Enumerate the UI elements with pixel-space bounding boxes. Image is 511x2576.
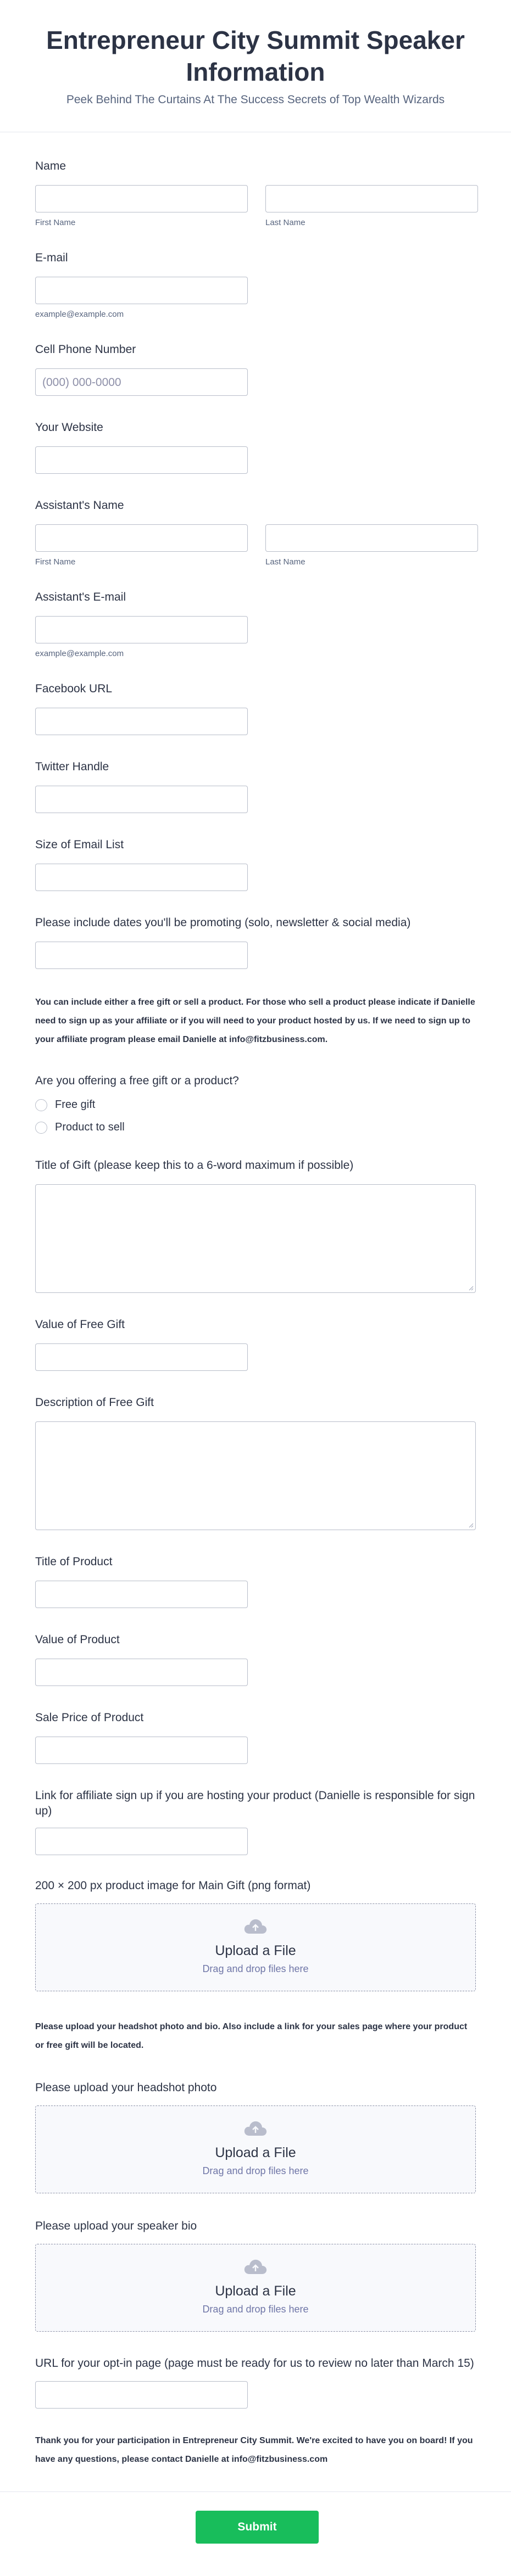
offer-note: You can include either a free gift or sell a product. For those who sell a product please indicate if Danielle need to sign up as your affiliate or if you will need to your product hosted by us. If we need to sign up to your affiliate program please email Danielle at info@fitzbusiness.com. (35, 998, 475, 1044)
email-input[interactable] (35, 277, 248, 304)
radio-product-to-sell[interactable] (35, 1121, 476, 1134)
offer-label: Are you offering a free gift or a product? (35, 1074, 239, 1087)
facebook-label: Facebook URL (35, 682, 113, 695)
radio-circle[interactable] (35, 1099, 47, 1111)
dates-question (35, 915, 476, 969)
gift-value-label: Value of Free Gift (35, 1318, 125, 1331)
thanks-note: Thank you for your participation in Entrepreneur City Summit. We're excited to have you on board! If you have any questions, please contact Danielle at info@fitzbusiness.com (35, 2436, 473, 2464)
optin-url-input[interactable] (35, 2381, 248, 2409)
bio-label: Please upload your speaker bio (35, 2220, 197, 2232)
assistant-first-name-input[interactable] (35, 524, 248, 552)
assistant-email-label: Assistant's E-mail (35, 591, 126, 603)
product-image-question (35, 1878, 476, 1991)
upload-title: Upload a File (215, 2145, 296, 2160)
form-body (0, 159, 511, 2469)
assistant-last-name-sublabel: Last Name (265, 557, 306, 567)
headshot-label: Please upload your headshot photo (35, 2081, 217, 2094)
gift-title-label: Title of Gift (please keep this to a 6-word maximum if possible) (35, 1159, 354, 1172)
website-label: Your Website (35, 421, 103, 434)
affiliate-link-question (35, 1788, 476, 1855)
bio-question (35, 2219, 476, 2332)
last-name-input[interactable] (265, 185, 478, 212)
email-question (35, 250, 476, 319)
product-sale-question (35, 1710, 476, 1764)
upload-title: Upload a File (215, 1943, 296, 1958)
dates-label: Please include dates you'll be promoting (solo, newsletter & social media) (35, 916, 411, 929)
headshot-note: Please upload your headshot photo and bio. Also include a link for your sales page where your product or free gift will be located. (35, 2022, 468, 2050)
product-title-question (35, 1554, 476, 1608)
product-value-label: Value of Product (35, 1633, 120, 1646)
name-question (35, 159, 476, 227)
gift-title-question (35, 1158, 476, 1293)
assistant-last-name-input[interactable] (265, 524, 478, 552)
resize-handle-icon[interactable] (468, 1285, 474, 1291)
gift-value-question (35, 1317, 476, 1371)
affiliate-link-input[interactable] (35, 1828, 248, 1855)
twitter-question (35, 759, 476, 813)
submit-button[interactable]: Submit (196, 2511, 319, 2544)
optin-url-label: URL for your opt-in page (page must be ready for us to review no later than March 15) (35, 2357, 474, 2370)
assistant-email-question (35, 590, 476, 658)
resize-handle-icon[interactable] (468, 1522, 474, 1528)
first-name-sublabel: First Name (35, 218, 76, 227)
email-list-question (35, 837, 476, 891)
email-sublabel: example@example.com (35, 310, 124, 319)
product-title-label: Title of Product (35, 1555, 113, 1568)
affiliate-link-label: Link for affiliate sign up if you are hosting your product (Danielle is responsible for sign up) (35, 1789, 475, 1817)
product-image-label: 200 × 200 px product image for Main Gift (png format) (35, 1879, 311, 1892)
name-label: Name (35, 160, 66, 172)
product-value-input[interactable] (35, 1659, 248, 1686)
email-list-input[interactable] (35, 864, 248, 891)
gift-description-label: Description of Free Gift (35, 1396, 154, 1409)
phone-question (35, 342, 476, 396)
email-label: E-mail (35, 251, 68, 264)
form-subtitle: Peek Behind The Curtains At The Success Secrets of Top Wealth Wizards (66, 93, 445, 106)
form-footer (0, 2491, 511, 2576)
website-question (35, 420, 476, 474)
bio-upload-area[interactable] (35, 2244, 476, 2332)
assistant-first-name-sublabel: First Name (35, 557, 76, 567)
upload-subtitle: Drag and drop files here (202, 2304, 309, 2315)
cloud-upload-icon (243, 2120, 268, 2137)
upload-subtitle: Drag and drop files here (202, 1963, 309, 1974)
phone-label: Cell Phone Number (35, 343, 136, 356)
gift-value-input[interactable] (35, 1343, 248, 1371)
twitter-input[interactable] (35, 786, 248, 813)
headshot-question (35, 2080, 476, 2193)
assistant-name-question (35, 498, 476, 567)
radio-circle[interactable] (35, 1122, 47, 1134)
product-sale-label: Sale Price of Product (35, 1711, 144, 1724)
last-name-sublabel: Last Name (265, 218, 306, 227)
product-sale-input[interactable] (35, 1737, 248, 1764)
radio-label-free-gift: Free gift (55, 1099, 96, 1111)
gift-description-textarea[interactable] (35, 1421, 476, 1530)
cloud-upload-icon (243, 1918, 268, 1935)
assistant-email-sublabel: example@example.com (35, 649, 124, 658)
gift-description-question (35, 1395, 476, 1530)
offer-question (35, 1073, 476, 1134)
form-title: Entrepreneur City Summit Speaker Information (46, 26, 465, 86)
assistant-name-label: Assistant's Name (35, 499, 124, 512)
radio-free-gift[interactable] (35, 1099, 476, 1111)
website-input[interactable] (35, 446, 248, 474)
twitter-label: Twitter Handle (35, 760, 109, 773)
product-title-input[interactable] (35, 1581, 248, 1608)
phone-input[interactable]: (000) 000-0000 (35, 368, 248, 396)
facebook-question (35, 681, 476, 735)
form-header (0, 0, 511, 132)
optin-url-question (35, 2356, 476, 2409)
gift-title-textarea[interactable] (35, 1184, 476, 1293)
facebook-input[interactable] (35, 708, 248, 735)
assistant-email-input[interactable] (35, 616, 248, 643)
radio-label-product-to-sell: Product to sell (55, 1121, 125, 1133)
email-list-label: Size of Email List (35, 838, 124, 851)
headshot-upload-area[interactable] (35, 2105, 476, 2193)
product-image-upload-area[interactable] (35, 1903, 476, 1991)
upload-title: Upload a File (215, 2283, 296, 2299)
upload-subtitle: Drag and drop files here (202, 2165, 309, 2176)
cloud-upload-icon (243, 2259, 268, 2275)
first-name-input[interactable] (35, 185, 248, 212)
product-value-question (35, 1632, 476, 1686)
dates-input[interactable] (35, 942, 248, 969)
